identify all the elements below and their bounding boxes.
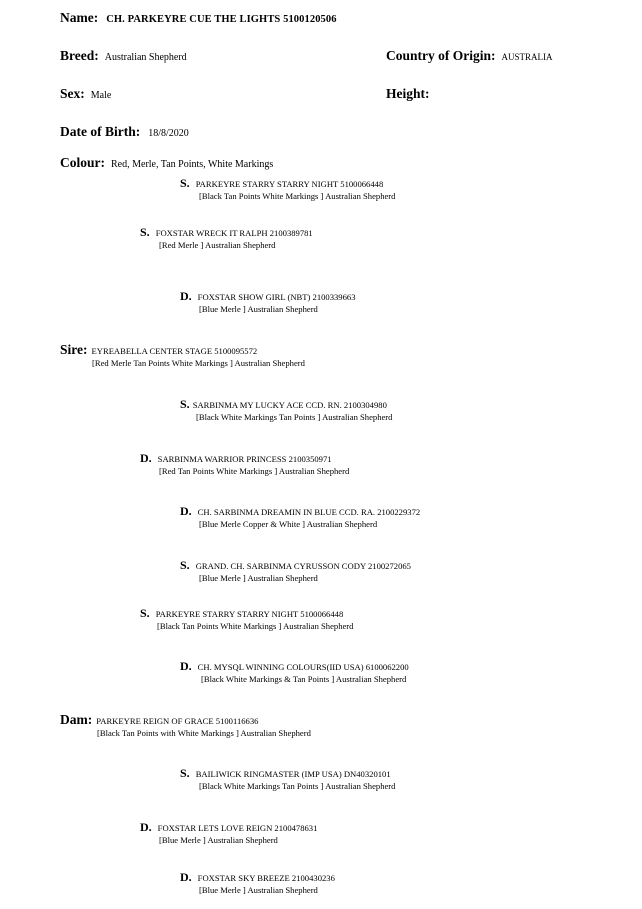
pedigree-symbol: D.	[180, 870, 192, 884]
pedigree-description: [Black Tan Points White Markings ] Australian Shepherd	[157, 621, 354, 631]
pedigree-entry-dds	[180, 767, 395, 792]
pedigree-name: FOXSTAR LETS LOVE REIGN 2100478631	[157, 823, 318, 833]
country-label: Country of Origin:	[386, 48, 496, 63]
pedigree-description: [Black White Markings Tan Points ] Australian Shepherd	[196, 412, 393, 422]
pedigree-name: GRAND. CH. SARBINMA CYRUSSON CODY 2100272065	[195, 561, 411, 571]
pedigree-description: [Blue Merle ] Australian Shepherd	[199, 304, 318, 314]
colour-row	[60, 154, 273, 172]
sex-label: Sex:	[60, 86, 85, 101]
name-row	[60, 9, 337, 27]
pedigree-name: PARKEYRE REIGN OF GRACE 5100116636	[96, 716, 259, 726]
pedigree-entry-sds	[180, 398, 392, 423]
breed-row	[60, 47, 187, 65]
pedigree-description: [Blue Merle ] Australian Shepherd	[199, 573, 318, 583]
pedigree-entry-ssd	[180, 290, 356, 315]
pedigree-name: FOXSTAR WRECK IT RALPH 2100389781	[155, 228, 313, 238]
height-row	[386, 85, 436, 103]
pedigree-description: [Blue Merle Copper & White ] Australian Shepherd	[199, 519, 378, 529]
pedigree-symbol: S.	[180, 176, 190, 190]
pedigree-name: SARBINMA MY LUCKY ACE CCD. RN. 2100304980	[192, 400, 387, 410]
dam-label: Dam:	[60, 712, 93, 727]
pedigree-name: EYREABELLA CENTER STAGE 5100095572	[91, 346, 258, 356]
pedigree-entry-dsd	[180, 660, 409, 685]
pedigree-name: FOXSTAR SKY BREEZE 2100430236	[197, 873, 335, 883]
pedigree-description: [Black Tan Points White Markings ] Australian Shepherd	[199, 191, 396, 201]
pedigree-symbol: D.	[140, 451, 152, 465]
height-label: Height:	[386, 86, 430, 101]
pedigree-description: [Red Tan Points White Markings ] Australian Shepherd	[159, 466, 350, 476]
pedigree-entry-ddd	[180, 871, 335, 896]
name-value: CH. PARKEYRE CUE THE LIGHTS 5100120506	[106, 14, 337, 25]
pedigree-name: PARKEYRE STARRY STARRY NIGHT 5100066448	[155, 609, 344, 619]
pedigree-entry-dss	[180, 559, 411, 584]
dob-label: Date of Birth:	[60, 124, 141, 139]
pedigree-entry-ds	[140, 607, 353, 632]
pedigree-symbol: S.	[140, 225, 150, 239]
pedigree-name: PARKEYRE STARRY STARRY NIGHT 5100066448	[195, 179, 384, 189]
pedigree-symbol: D.	[140, 820, 152, 834]
sex-row	[60, 85, 111, 103]
sex-value: Male	[90, 90, 112, 101]
country-value: AUSTRALIA	[501, 52, 553, 62]
pedigree-entry-sd	[140, 452, 349, 477]
pedigree-entry-sire	[60, 344, 305, 369]
pedigree-name: SARBINMA WARRIOR PRINCESS 2100350971	[157, 454, 332, 464]
pedigree-description: [Black White Markings Tan Points ] Australian Shepherd	[199, 781, 396, 791]
pedigree-description: [Blue Merle ] Australian Shepherd	[159, 835, 278, 845]
pedigree-entry-dd	[140, 821, 317, 846]
pedigree-symbol: S.	[180, 397, 190, 411]
pedigree-description: [Red Merle ] Australian Shepherd	[159, 240, 276, 250]
pedigree-description: [Black White Markings & Tan Points ] Australian Shepherd	[201, 674, 407, 684]
pedigree-name: BAILIWICK RINGMASTER (IMP USA) DN40320101	[195, 769, 391, 779]
country-row	[386, 47, 553, 65]
sire-label: Sire:	[60, 342, 88, 357]
breed-value: Australian Shepherd	[104, 52, 187, 63]
colour-label: Colour:	[60, 155, 105, 170]
pedigree-name: CH. SARBINMA DREAMIN IN BLUE CCD. RA. 2100229372	[197, 507, 421, 517]
breed-label: Breed:	[60, 48, 99, 63]
pedigree-symbol: D.	[180, 289, 192, 303]
pedigree-entry-sdd	[180, 505, 420, 530]
pedigree-symbol: D.	[180, 659, 192, 673]
dob-row	[60, 123, 189, 141]
name-label: Name:	[60, 10, 99, 25]
pedigree-symbol: S.	[180, 766, 190, 780]
pedigree-symbol: S.	[140, 606, 150, 620]
pedigree-description: [Blue Merle ] Australian Shepherd	[199, 885, 318, 895]
colour-value: Red, Merle, Tan Points, White Markings	[111, 159, 274, 170]
pedigree-entry-dam	[60, 714, 311, 739]
pedigree-description: [Red Merle Tan Points White Markings ] Australian Shepherd	[92, 358, 305, 368]
pedigree-entry-sss	[180, 177, 395, 202]
pedigree-symbol: D.	[180, 504, 192, 518]
pedigree-entry-ss	[140, 226, 313, 251]
pedigree-description: [Black Tan Points with White Markings ] Australian Shepherd	[97, 728, 311, 738]
pedigree-name: FOXSTAR SHOW GIRL (NBT) 2100339663	[197, 292, 356, 302]
pedigree-name: CH. MYSQL WINNING COLOURS(IID USA) 6100062200	[197, 662, 409, 672]
pedigree-symbol: S.	[180, 558, 190, 572]
dob-value: 18/8/2020	[148, 128, 189, 139]
